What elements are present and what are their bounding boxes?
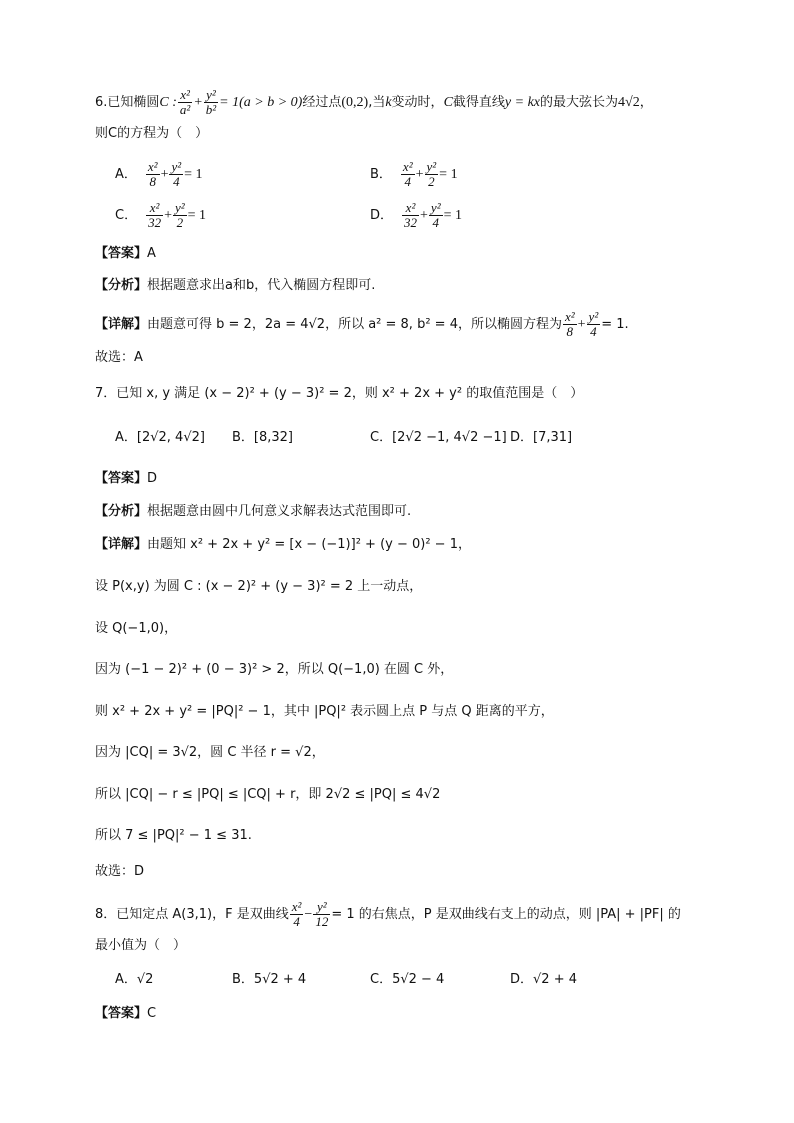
frac-num: y² (426, 159, 437, 174)
detail-text-a: 由题意可得 b = 2， (147, 317, 265, 332)
q7-line-6: 所以 |CQ| − r ≤ |PQ| ≤ |CQ| + r，即 2√2 ≤ |PQ| ≤ 4√2 (95, 787, 441, 802)
option-label: C． (115, 208, 138, 223)
frac-den: 4 (173, 174, 180, 189)
detail-tag: 【详解】 (95, 317, 148, 332)
frac (402, 201, 419, 230)
frac-num: x² (291, 899, 302, 914)
q6-option-c: C． $\frac{\text{x²}}{32}$ + $\frac{\text{y²}}{2}$ = 1 (115, 200, 207, 230)
q6-detail: 【详解】由题意可得 b = 2，2a = 4√2，所以 a² = 8, b² = 4，所以椭圆方程为 $\frac{\text{x²}}{8}$ + $\frac{\text{y²}}{4}$ = 1. (95, 309, 629, 339)
q8-stem-c: 最小值为（ ） (95, 938, 187, 953)
frac-den: 4 (293, 914, 300, 929)
q6-passes: 经过点 (302, 95, 342, 110)
frac (169, 160, 183, 189)
q6-k: k (385, 95, 392, 110)
answer-tag: 【答案】 (95, 471, 148, 486)
answer-value: D (147, 471, 158, 486)
q6-choose: 故选：A (95, 350, 143, 365)
frac-den: a² (179, 102, 191, 117)
frac-num: x² (146, 201, 163, 216)
q8-option-b: B．5√2 + 4 (232, 972, 307, 987)
frac-num: y² (588, 309, 599, 324)
frac (425, 160, 439, 189)
q8-stem-a: 8．已知定点 A(3,1)，F 是双曲线 (95, 907, 289, 922)
option-tail: = 1 (187, 208, 207, 223)
frac (290, 900, 304, 929)
detail-text-c: = 1. (601, 317, 629, 332)
option-label: A． (115, 167, 137, 182)
q8-stem: 8．已知定点 A(3,1)，F 是双曲线 $\frac{\text{x²}}{4}$ − $\frac{\text{y²}}{12}$ = 1 的右焦点，P 是双曲线右支上的动点，则 |PA| + |PF| 的 (95, 899, 681, 929)
q6-ellipse-label: C : (159, 95, 177, 110)
option-tail: = 1 (184, 167, 203, 182)
frac (401, 160, 415, 189)
q8-option-a: A．√2 (115, 972, 154, 987)
q7-option-d: D．[7,31] (510, 430, 573, 445)
q6-changes: 变动时， (391, 95, 444, 110)
q6-option-b: B． $\frac{\text{x²}}{4}$ + $\frac{\text{y²}}{2}$ = 1 (370, 159, 458, 189)
q7-option-c: C．[2√2 −1, 4√2 −1] (370, 430, 507, 445)
q8-stem-b: = 1 的右焦点，P 是双曲线右支上的动点，则 |PA| + |PF| 的 (331, 907, 681, 922)
q6-maxchord: 的最大弦长为 (540, 95, 619, 110)
q6-comma: ， (639, 95, 653, 110)
q6-frac-x2a2 (178, 88, 192, 117)
frac-den: 8 (149, 174, 156, 189)
q6-stem: 6.已知椭圆C : $\frac{\text{x²}}{\text{a²}}$ + $\frac{\text{y²}}{\text{b²}}$ = 1(a > b > 0)经过点(0,2),当k变动时，C截得直线y = kx的最大弦长为4√2， (95, 87, 653, 117)
detail-tag: 【详解】 (95, 537, 148, 552)
q6-cut: 截得直线 (452, 95, 505, 110)
analysis-tag: 【分析】 (95, 504, 148, 519)
answer-value: A (147, 246, 156, 261)
frac (563, 310, 577, 339)
analysis-text: 根据题意由圆中几何意义求解表达式范围即可. (147, 504, 412, 519)
q7-line-3: 因为 (−1 − 2)² + (0 − 3)² > 2，所以 Q(−1,0) 在圆 C 外， (95, 662, 454, 677)
q6-analysis (95, 276, 375, 296)
frac-num: x² (564, 309, 575, 324)
frac (313, 900, 330, 929)
analysis-text: 根据题意求出a和b，代入椭圆方程即可. (147, 278, 376, 293)
frac-num: x² (402, 159, 413, 174)
frac (173, 201, 187, 230)
frac-den: 4 (432, 215, 439, 230)
answer-tag: 【答案】 (95, 246, 148, 261)
q6-when: ,当 (368, 95, 386, 110)
frac-num: x² (147, 159, 158, 174)
q6-point: (0,2) (341, 95, 369, 110)
q6-line-eq: y = kx (504, 95, 541, 110)
frac (587, 310, 601, 339)
q6-stem-prefix: 6.已知椭圆 (95, 95, 160, 110)
answer-value: C (147, 1006, 157, 1021)
q6-c: C (443, 95, 453, 110)
q6-answer (95, 244, 156, 264)
option-tail: = 1 (443, 208, 462, 223)
frac-num: y² (174, 200, 185, 215)
detail-text-b: 2a = 4√2，所以 a² = 8, b² = 4，所以椭圆方程为 (264, 317, 562, 332)
frac-den: 2 (176, 215, 184, 230)
q7-analysis (95, 502, 411, 522)
q6-frac-y2b2 (204, 88, 218, 117)
frac (146, 160, 160, 189)
q7-choose: 故选：D (95, 864, 145, 879)
q7-line-5: 因为 |CQ| = 3√2，圆 C 半径 r = √2， (95, 745, 325, 760)
q6-condition: = 1(a > b > 0) (219, 95, 303, 110)
frac (429, 201, 443, 230)
q7-answer (95, 469, 157, 489)
q6-option-d: D． $\frac{\text{x²}}{32}$ + $\frac{\text{y²}}{4}$ = 1 (370, 200, 462, 230)
q7-detail (95, 535, 471, 555)
frac-den: 32 (404, 215, 418, 230)
q8-option-d: D．√2 + 4 (510, 972, 577, 987)
frac-den: 4 (404, 174, 411, 189)
frac-num: y² (430, 200, 441, 215)
frac-num: y² (171, 159, 182, 174)
frac-den: 4 (590, 324, 597, 339)
q7-stem: 7．已知 x, y 满足 (x − 2)² + (y − 3)² = 2，则 x² + 2x + y² 的取值范围是（ ） (95, 386, 584, 401)
detail-text: 由题知 x² + 2x + y² = [x − (−1)]² + (y − 0)² − 1， (147, 537, 471, 552)
q7-option-a: A．[2√2, 4√2] (115, 430, 205, 445)
answer-tag: 【答案】 (95, 1006, 148, 1021)
frac-den: 32 (148, 215, 162, 230)
frac-num: y² (313, 900, 330, 915)
option-label: D． (370, 208, 394, 223)
frac-den: 12 (315, 914, 329, 929)
q8-option-c: C．5√2 − 4 (370, 972, 445, 987)
option-label: B． (370, 167, 392, 182)
frac-num: y² (204, 88, 218, 103)
frac-den: b² (205, 102, 217, 117)
q7-line-7: 所以 7 ≤ |PQ|² − 1 ≤ 31. (95, 828, 252, 843)
q7-line-4: 则 x² + 2x + y² = |PQ|² − 1，其中 |PQ|² 表示圆上点 P 与点 Q 距离的平方， (95, 704, 554, 719)
frac-num: x² (402, 201, 419, 216)
q7-option-b: B．[8,32] (232, 430, 294, 445)
frac-num: x² (178, 88, 192, 103)
frac-den: 2 (428, 174, 435, 189)
option-tail: = 1 (439, 167, 458, 182)
q7-line-1: 设 P(x,y) 为圆 C : (x − 2)² + (y − 3)² = 2 上一动点， (95, 579, 423, 594)
q6-length: 4√2 (618, 95, 640, 110)
q6-option-a: A． $\frac{\text{x²}}{8}$ + $\frac{\text{y²}}{4}$ = 1 (115, 159, 203, 189)
q7-line-2: 设 Q(−1,0)， (95, 621, 178, 636)
q6-ask: 则C的方程为（ ） (95, 126, 209, 141)
frac (146, 201, 163, 230)
q8-answer (95, 1004, 156, 1024)
frac-den: 8 (566, 324, 574, 339)
analysis-tag: 【分析】 (95, 278, 148, 293)
